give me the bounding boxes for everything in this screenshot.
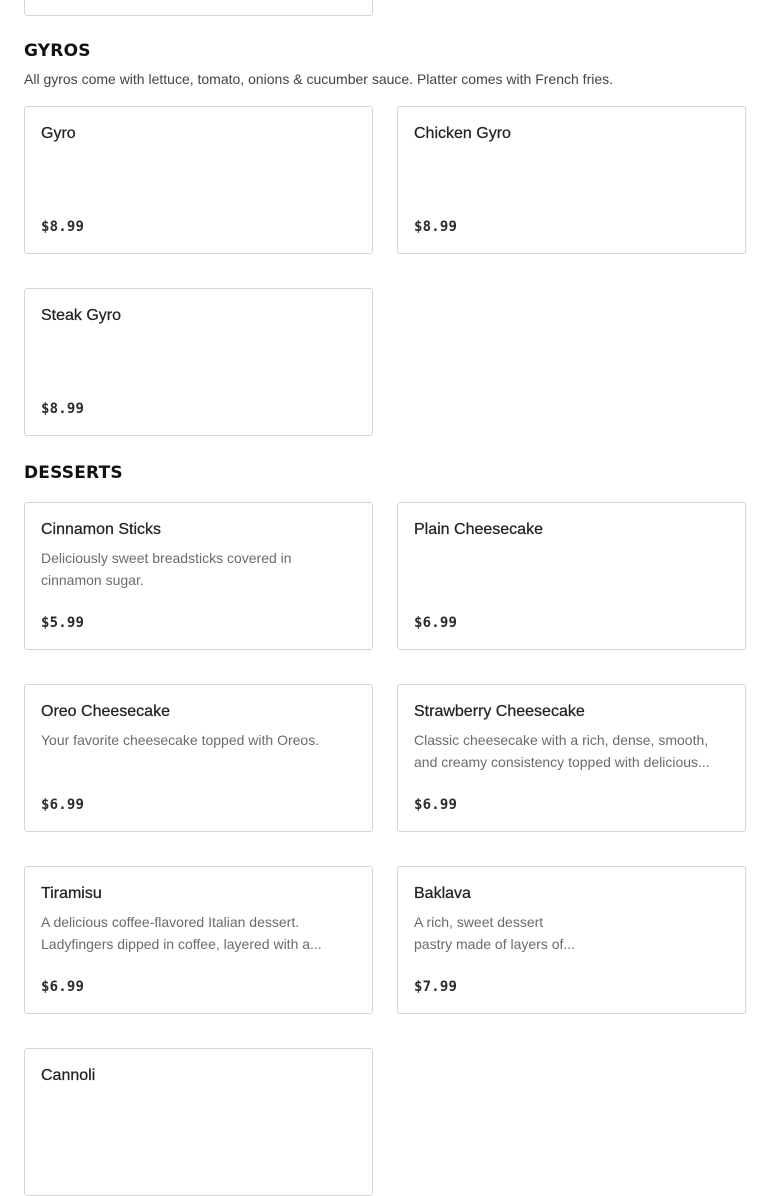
menu-item-name: Cinnamon Sticks [41,521,162,538]
menu-item-description: Classic cheesecake with a rich, dense, smooth, and creamy consistency topped with delicious... [414,732,710,770]
menu-item-name: Oreo Cheesecake [41,703,170,720]
section-subtitle-gyros: All gyros come with lettuce, tomato, onions & cucumber sauce. Platter comes with French fries. [24,71,614,87]
menu-item-price: $6.99 [41,797,85,813]
menu-item-card[interactable] [24,502,373,650]
menu-item-name: Chicken Gyro [414,125,511,142]
menu-item-card[interactable] [397,866,746,1014]
menu-item-description: A rich, sweet dessert pastry made of layers of... [414,914,576,952]
menu-item-card-partial[interactable] [24,0,373,16]
menu-item-price: $8.99 [41,219,85,235]
menu-item-card[interactable] [397,684,746,832]
menu-item-card[interactable] [24,866,373,1014]
section-title-desserts: DESSERTS [24,463,123,483]
menu-item-name: Gyro [41,125,76,142]
section-title-gyros: GYROS [24,41,91,61]
menu-item-card[interactable] [24,288,373,436]
menu-item-description: Deliciously sweet breadsticks covered in cinnamon sugar. [41,550,292,588]
menu-item-price: $5.99 [41,615,85,631]
menu-item-price: $7.99 [414,979,458,995]
menu-item-name: Tiramisu [41,885,102,902]
menu-item-card[interactable] [397,106,746,254]
menu-item-card[interactable] [24,684,373,832]
menu-item-card[interactable] [397,502,746,650]
menu-item-name: Cannoli [41,1067,96,1084]
menu-item-name: Baklava [414,885,471,902]
menu-item-description: A delicious coffee-flavored Italian dessert. Ladyfingers dipped in coffee, layered with a... [41,914,322,952]
menu-item-name: Steak Gyro [41,307,122,324]
menu-item-name: Plain Cheesecake [414,521,543,538]
menu-item-description: Your favorite cheesecake topped with Oreos. [41,732,320,748]
menu-item-price: $6.99 [414,615,458,631]
menu-item-name: Strawberry Cheesecake [414,703,585,720]
menu-item-price: $8.99 [41,401,85,417]
menu-item-card[interactable] [24,106,373,254]
menu-item-price: $8.99 [414,219,458,235]
menu-item-card[interactable] [24,1048,373,1196]
menu-item-price: $6.99 [41,979,85,995]
menu-item-price: $6.99 [414,797,458,813]
